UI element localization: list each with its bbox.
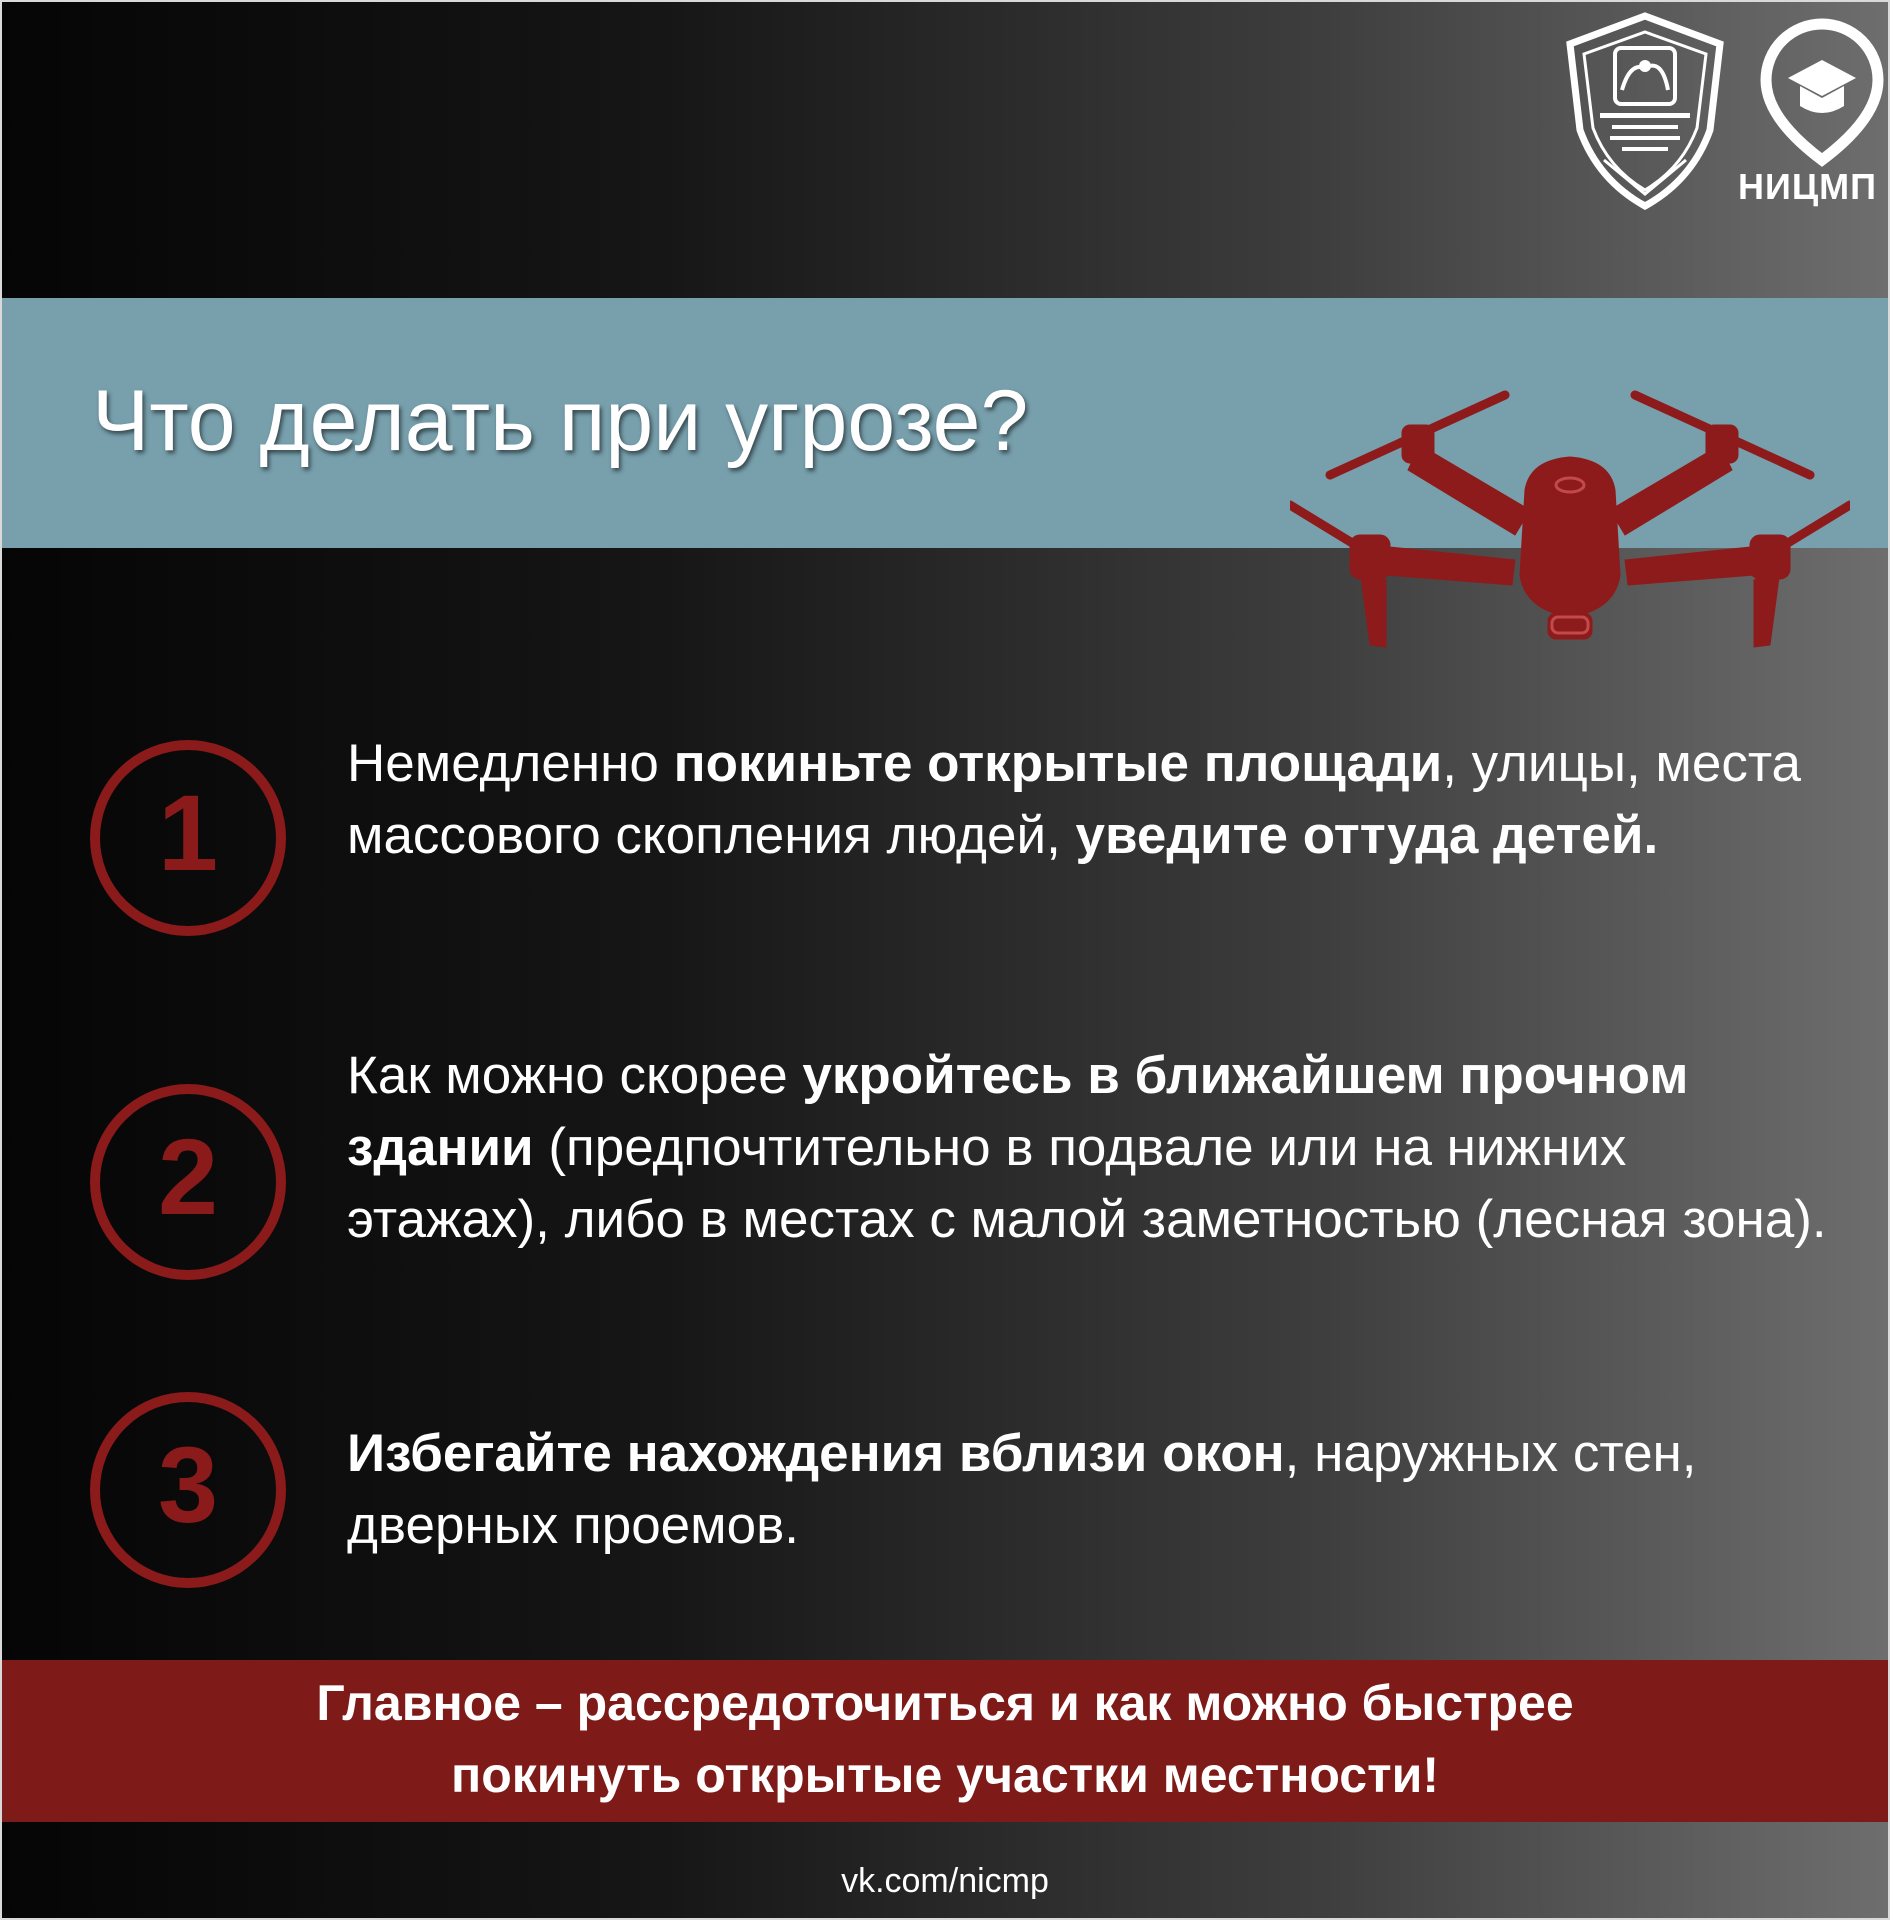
- step-number: 1: [157, 772, 219, 893]
- step-3-text: Избегайте нахождения вблизи окон, наружных стен, дверных проемов.: [347, 1424, 1697, 1555]
- step-number: 3: [157, 1424, 219, 1545]
- step-1-text: Немедленно покиньте открытые площади, улицы, места массового скопления людей, уведите оттуда детей.: [347, 734, 1801, 865]
- step-number: 2: [157, 1116, 219, 1237]
- antiterrorism-commission-shield-icon: [1560, 10, 1730, 210]
- page-title: Что делать при угрозе?: [92, 373, 1029, 469]
- footer-url[interactable]: vk.com/nicmp: [841, 1862, 1049, 1900]
- bottom-banner-line-2: покинуть открытые участки местности!: [451, 1747, 1439, 1803]
- bottom-banner-line-1: Главное – рассредоточиться и как можно быстрее: [316, 1675, 1574, 1731]
- drone-icon: [1290, 385, 1850, 670]
- nicmp-logo-label: НИЦМП: [1738, 166, 1878, 207]
- step-2-text: Как можно скорее укройтесь в ближайшем прочном здании (предпочтительно в подвале или на нижних этажах), либо в местах с малой заметностью (лесная зона).: [347, 1046, 1827, 1249]
